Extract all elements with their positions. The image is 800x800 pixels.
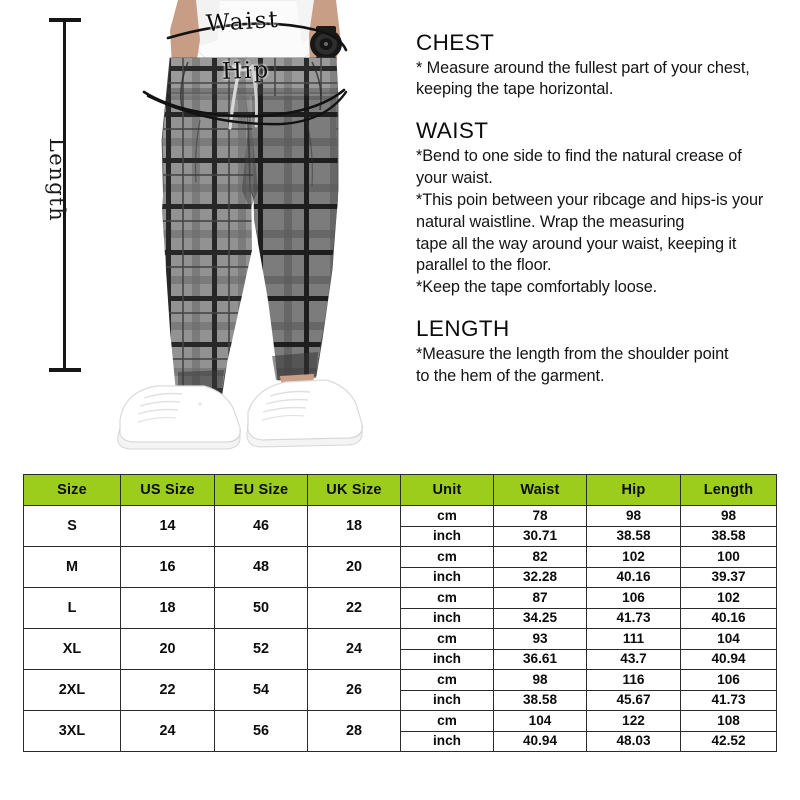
cell-unit: cm [401,629,494,650]
cell-unit: inch [401,649,494,670]
cell-waist: 40.94 [494,731,587,752]
cell-unit: cm [401,506,494,527]
cell-size: 2XL [24,670,121,711]
cell-size: M [24,547,121,588]
instruction-block-waist [416,118,788,299]
cell-us: 14 [121,506,215,547]
cell-hip: 40.16 [587,567,681,588]
length-gauge-bottom-cap [49,368,81,372]
cell-uk: 20 [308,547,401,588]
instruction-body-length [416,344,788,388]
cell-length: 40.94 [681,649,777,670]
size-chart-table-body [24,506,777,752]
cell-uk: 24 [308,629,401,670]
instruction-heading-waist: WAIST [416,118,489,144]
instruction-line: parallel to the floor. [416,256,552,275]
cell-unit: cm [401,588,494,609]
cell-length: 39.37 [681,567,777,588]
instruction-block-length [416,316,788,387]
column-header-us: US Size [121,475,215,506]
instruction-line: tape all the way around your waist, keeping it [416,234,737,253]
cell-length: 42.52 [681,731,777,752]
instruction-heading-chest: CHEST [416,30,495,55]
length-measurement-gauge [40,18,92,378]
cell-hip: 106 [587,588,681,609]
cell-hip: 48.03 [587,731,681,752]
cell-length: 102 [681,588,777,609]
cell-unit: inch [401,731,494,752]
cell-us: 22 [121,670,215,711]
instruction-line: to the hem of the garment. [416,366,605,385]
cell-uk: 18 [308,506,401,547]
column-header-hip: Hip [587,475,681,506]
column-header-uk: UK Size [308,475,401,506]
instruction-line: *Measure the length from the shoulder point [416,344,729,363]
cell-waist: 82 [494,547,587,568]
instruction-line: your waist. [416,168,493,187]
cell-unit: inch [401,526,494,547]
cell-waist: 36.61 [494,649,587,670]
cell-waist: 32.28 [494,567,587,588]
cell-size: XL [24,629,121,670]
instruction-line: *Bend to one side to find the natural crease of [416,146,742,165]
cell-unit: cm [401,547,494,568]
cell-hip: 41.73 [587,608,681,629]
length-gauge-label: Length [45,137,69,223]
cell-waist: 87 [494,588,587,609]
cell-us: 20 [121,629,215,670]
instruction-block-chest [416,30,788,101]
cell-eu: 56 [215,711,308,752]
size-chart-table-head [24,475,777,506]
cell-hip: 102 [587,547,681,568]
cell-us: 24 [121,711,215,752]
table-row [24,588,777,609]
size-chart-table-container [23,474,776,752]
cell-us: 18 [121,588,215,629]
waist-diagram-label: Waist [205,6,281,38]
measuring-instructions [416,30,788,396]
table-row [24,711,777,732]
hip-diagram-label: Hip [221,57,271,85]
cell-waist: 30.71 [494,526,587,547]
size-chart-table [23,474,777,752]
cell-uk: 28 [308,711,401,752]
cell-length: 108 [681,711,777,732]
cell-uk: 26 [308,670,401,711]
instruction-line: *This poin between your ribcage and hips-is your [416,190,764,209]
cell-unit: cm [401,711,494,732]
column-header-waist: Waist [494,475,587,506]
cell-eu: 52 [215,629,308,670]
cell-size: 3XL [24,711,121,752]
cell-hip: 38.58 [587,526,681,547]
cell-hip: 45.67 [587,690,681,711]
instruction-line: *Keep the tape comfortably loose. [416,278,658,297]
cell-hip: 111 [587,629,681,650]
cell-length: 106 [681,670,777,691]
cell-waist: 104 [494,711,587,732]
cell-size: S [24,506,121,547]
cell-length: 40.16 [681,608,777,629]
cell-waist: 93 [494,629,587,650]
table-row [24,506,777,527]
cell-eu: 48 [215,547,308,588]
instruction-line: natural waistline. Wrap the measuring [416,212,685,231]
cell-unit: inch [401,690,494,711]
cell-length: 104 [681,629,777,650]
column-header-eu: EU Size [215,475,308,506]
instruction-line: * Measure around the fullest part of your chest, [416,58,750,77]
cell-waist: 78 [494,506,587,527]
cell-hip: 43.7 [587,649,681,670]
instruction-body-waist [416,146,788,299]
instruction-body-chest [416,58,788,102]
cell-waist: 98 [494,670,587,691]
table-row [24,670,777,691]
cell-waist: 38.58 [494,690,587,711]
cell-length: 38.58 [681,526,777,547]
cell-hip: 98 [587,506,681,527]
cell-length: 41.73 [681,690,777,711]
cell-eu: 54 [215,670,308,711]
table-row [24,629,777,650]
cell-eu: 50 [215,588,308,629]
instruction-line: keeping the tape horizontal. [416,80,614,99]
table-header-row [24,475,777,506]
column-header-length: Length [681,475,777,506]
cell-length: 98 [681,506,777,527]
cell-length: 100 [681,547,777,568]
instruction-heading-length: LENGTH [416,316,510,342]
cell-waist: 34.25 [494,608,587,629]
table-row [24,547,777,568]
cell-unit: inch [401,567,494,588]
cell-unit: cm [401,670,494,691]
cell-hip: 122 [587,711,681,732]
cell-uk: 22 [308,588,401,629]
column-header-unit: Unit [401,475,494,506]
cell-hip: 116 [587,670,681,691]
cell-eu: 46 [215,506,308,547]
cell-us: 16 [121,547,215,588]
cell-size: L [24,588,121,629]
column-header-size: Size [24,475,121,506]
cell-unit: inch [401,608,494,629]
